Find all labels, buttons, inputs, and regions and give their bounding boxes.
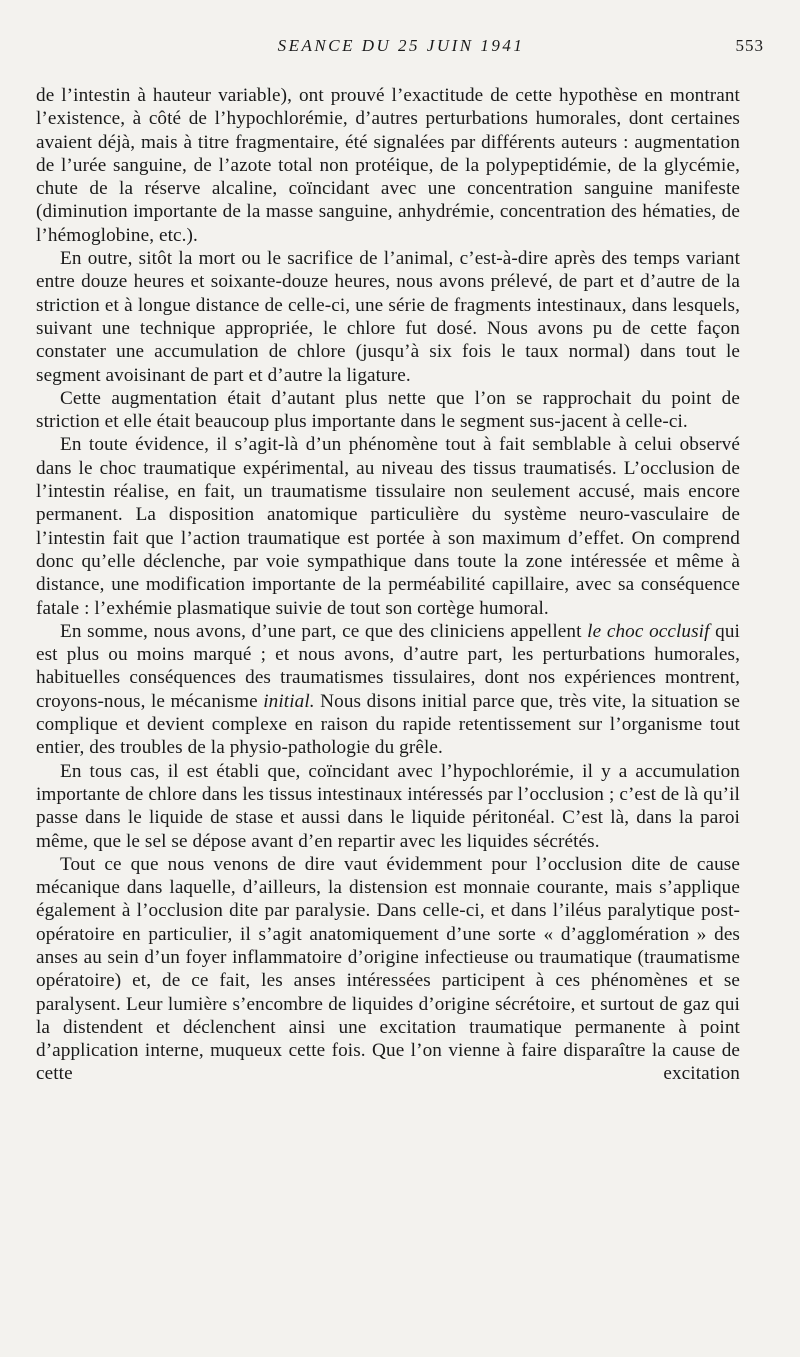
page-number: 553 bbox=[735, 36, 764, 55]
paragraph-3 bbox=[36, 387, 740, 434]
paragraph-text: En toute évidence, il s’agit-là d’un phénomène tout à fait semblable à celui observé dans le choc traumatique expérimental, au niveau des tissus traumatisés. L’occlusion de l’intestin réalise, en fait, un traumatisme tissulaire non seulement accusé, mais encore permanent. La disposition anatomique particulière du système neuro-vasculaire de l’intestin fait que l’action traumatique est portée à son maximum d’effet. On comprend donc qu’elle déclenche, par voie sympathique dans toute la zone intéressée et même à distance, une modification importante de la perméabilité capillaire, avec sa conséquence fatale : l’exhémie plasmatique suivie de tout son cortège humoral. bbox=[36, 434, 740, 619]
page-header bbox=[36, 36, 766, 60]
paragraph-text: qui est plus ou moins marqué ; et nous avons, d’autre part, les perturbations humorales, habituelles conséquences des traumatismes tissulaires, dont nos expériences montrent, croyons-nous, le mécanisme bbox=[36, 620, 740, 712]
paragraph-text: Nous disons initial parce que, très vite, la situation se complique et devient complexe en raison du rapide retentissement sur l’organisme tout entier, des troubles de la physio-pathologie du grêle. bbox=[36, 690, 740, 759]
paragraph-7 bbox=[36, 853, 740, 1086]
paragraph-5 bbox=[36, 620, 740, 760]
body-text bbox=[36, 84, 740, 1086]
paragraph-text: En somme, nous avons, d’une part, ce que des cliniciens appellent bbox=[60, 620, 588, 642]
paragraph-text: En outre, sitôt la mort ou le sacrifice de l’animal, c’est-à-dire après des temps variant entre douze heures et soixante-douze heures, nous avons prélevé, de part et d’autre de la striction et à longue distance de celle-ci, une série de fragments intestinaux, dans lesquels, suivant une technique appropriée, le chlore fut dosé. Nous avons pu de cette façon constater une accumulation de chlore (jusqu’à six fois le taux normal) dans tout le segment avoisinant de part et d’autre la ligature. bbox=[36, 248, 740, 386]
paragraph-text: Cette augmentation était d’autant plus nette que l’on se rapprochait du point de striction et elle était beaucoup plus importante dans le segment sus-jacent à celle-ci. bbox=[36, 387, 740, 433]
paragraph-text: Tout ce que nous venons de dire vaut évidemment pour l’occlusion dite de cause mécanique dans laquelle, d’ailleurs, la distension est monnaie courante, mais s’applique également à l’occlusion dite par paralysie. Dans celle-ci, et dans l’iléus paralytique post-opératoire en particulier, il s’agit anatomiquement d’une sorte « d’agglomération » des anses au sein d’un foyer inflammatoire d’origine infectieuse ou traumatique (traumatisme opératoire) et, de ce fait, les anses intéressées participent à ces phénomènes et se paralysent. Leur lumière s’encombre de liquides d’origine sécrétoire, et surtout de gaz qui la distendent et déclenchent ainsi une excitation traumatique permanente à point d’application interne, muqueux cette fois. Que l’on vienne à faire disparaître la cause de cette excitation bbox=[36, 853, 740, 1085]
paragraph-1 bbox=[36, 84, 740, 247]
running-head: SEANCE DU 25 JUIN 1941 bbox=[277, 36, 525, 55]
paragraph-4 bbox=[36, 433, 740, 619]
paragraph-2 bbox=[36, 247, 740, 387]
paragraph-text: En tous cas, il est établi que, coïncidant avec l’hypochlorémie, il y a accumulation importante de chlore dans les tissus intestinaux intéressés par l’occlusion ; c’est de là qu’il passe dans le liquide de stase et aussi dans le liquide péritonéal. C’est là, dans la paroi même, que le sel se dépose avant d’en repartir avec les liquides sécrétés. bbox=[36, 760, 740, 852]
italic-term-initial: initial. bbox=[263, 690, 315, 712]
italic-term-choc-occlusif: le choc occlusif bbox=[587, 620, 710, 642]
paragraph-text: de l’intestin à hauteur variable), ont prouvé l’exactitude de cette hypothèse en montrant l’existence, à côté de l’hypochlorémie, d’autres perturbations humorales, dont certaines avaient déjà, mais à titre fragmentaire, été signalées par différents auteurs : augmentation de l’urée sanguine, de l’azote total non protéique, de la polypeptidémie, de la glycémie, chute de la réserve alcaline, coïncidant avec une concentration sanguine manifeste (diminution importante de la masse sanguine, anhydrémie, concentration des hématies, de l’hémoglobine, etc.). bbox=[36, 85, 740, 246]
paragraph-6 bbox=[36, 760, 740, 853]
